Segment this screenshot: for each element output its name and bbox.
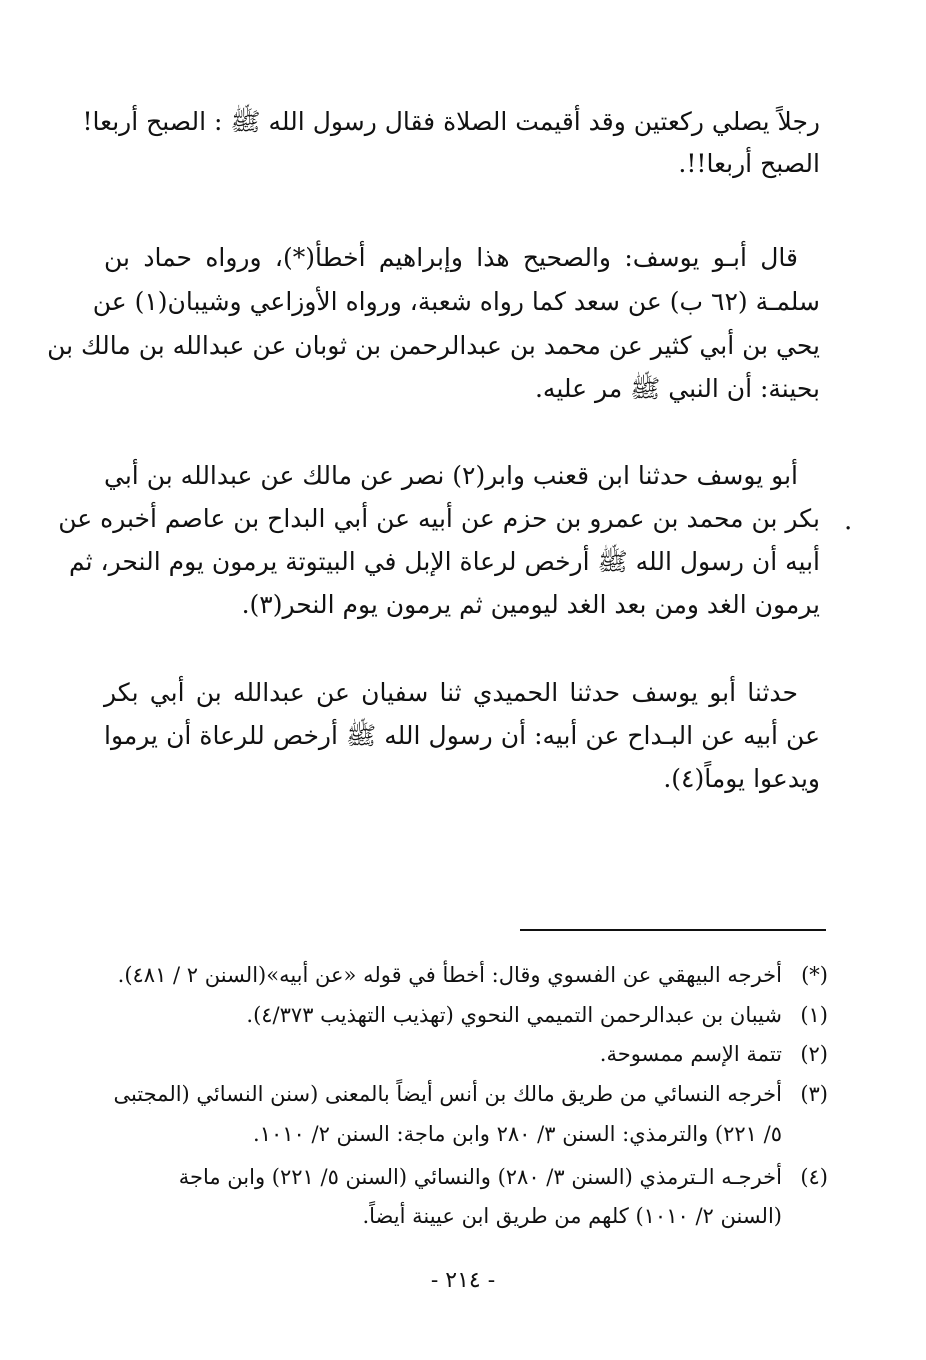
body-line: عن أبيه عن البـداح عن أبيه: أن رسول الله ﷺ أرخص للرعاة أن يرموا [104, 721, 820, 750]
footnote [100, 958, 828, 992]
body-line: أبيه أن رسول الله ﷺ أرخص لرعاة الإبل في البيتوتة يرمون يوم النحر، ثم [69, 547, 820, 576]
footnote-text: شيبان بن عبدالرحمن التميمي النحوي (تهذيب التهذيب ٤/٣٧٣). [246, 1003, 782, 1027]
footnote-marker: (٢) [800, 1042, 828, 1066]
body-line: الصبح أربعا!!. [678, 149, 820, 178]
body-line: بكر بن محمد بن عمرو بن حزم عن أبيه عن أبي البداح بن عاصم أخبره عن [58, 504, 820, 533]
footnote [100, 1077, 828, 1111]
footnote-separator [520, 929, 826, 931]
footnote-text: أخرجه النسائي من طريق مالك بن أنس أيضاً بالمعنى (سنن النسائي (المجتبى [113, 1082, 782, 1106]
footnote-marker: (*) [801, 963, 828, 987]
body-line: رجلاً يصلي ركعتين وقد أقيمت الصلاة فقال رسول الله ﷺ : الصبح أربعا! [82, 107, 820, 136]
footnote-text: أخرجه البيهقي عن الفسوي وقال: أخطأ في قوله «عن أبيه»(السنن ٢ / ٤٨١). [117, 963, 782, 987]
body-line: بحينة: أن النبي ﷺ مر عليه. [534, 374, 820, 403]
body-line: ويدعوا يوماً(٤). [663, 764, 820, 793]
footnote-marker: (٤) [800, 1165, 828, 1189]
footnote-text: تتمة الإسم ممسوحة. [599, 1042, 782, 1066]
footnote [100, 998, 828, 1032]
footnote-continuation: ٥/ ٢٢١) والترمذي: السنن ٣/ ٢٨٠ وابن ماجة: السنن ٢/ ١٠١٠. [253, 1122, 782, 1146]
body-line: أبو يوسف حدثنا ابن قعنب وابر(٢) نصر عن مالك عن عبدالله بن أبي [104, 461, 798, 490]
footnote [100, 1037, 828, 1071]
body-line: يحي بن أبي كثير عن محمد بن عبدالرحمن بن ثوبان عن عبدالله بن مالك بن [47, 331, 820, 360]
body-line: يرمون الغد ومن بعد الغد ليومين ثم يرمون يوم النحر(٣). [241, 590, 820, 619]
body-line: قال أبـو يوسف: والصحيح هذا وإبراهيم أخطأ(*)، ورواه حماد بن [104, 243, 798, 272]
page-number: - ٢١٤ - [430, 1268, 496, 1293]
margin-mark: . [844, 506, 853, 536]
footnote [100, 1160, 828, 1194]
footnote-marker: (٣) [800, 1082, 828, 1106]
footnote-continuation: (السنن ٢/ ١٠١٠) كلهم من طريق ابن عيينة أيضاً. [362, 1204, 782, 1228]
body-line: سلمـة (٦٢ ب) عن سعد كما رواه شعبة، ورواه الأوزاعي وشيبان(١) عن [92, 287, 820, 316]
body-line: حدثنا أبو يوسف حدثنا الحميدي ثنا سفيان عن عبدالله بن أبي بكر [104, 678, 798, 707]
footnote-text: أخرجـه الـترمذي (السنن ٣/ ٢٨٠) والنسائي (السنن ٥/ ٢٢١) وابن ماجة [178, 1165, 782, 1189]
footnote-marker: (١) [800, 1003, 828, 1027]
